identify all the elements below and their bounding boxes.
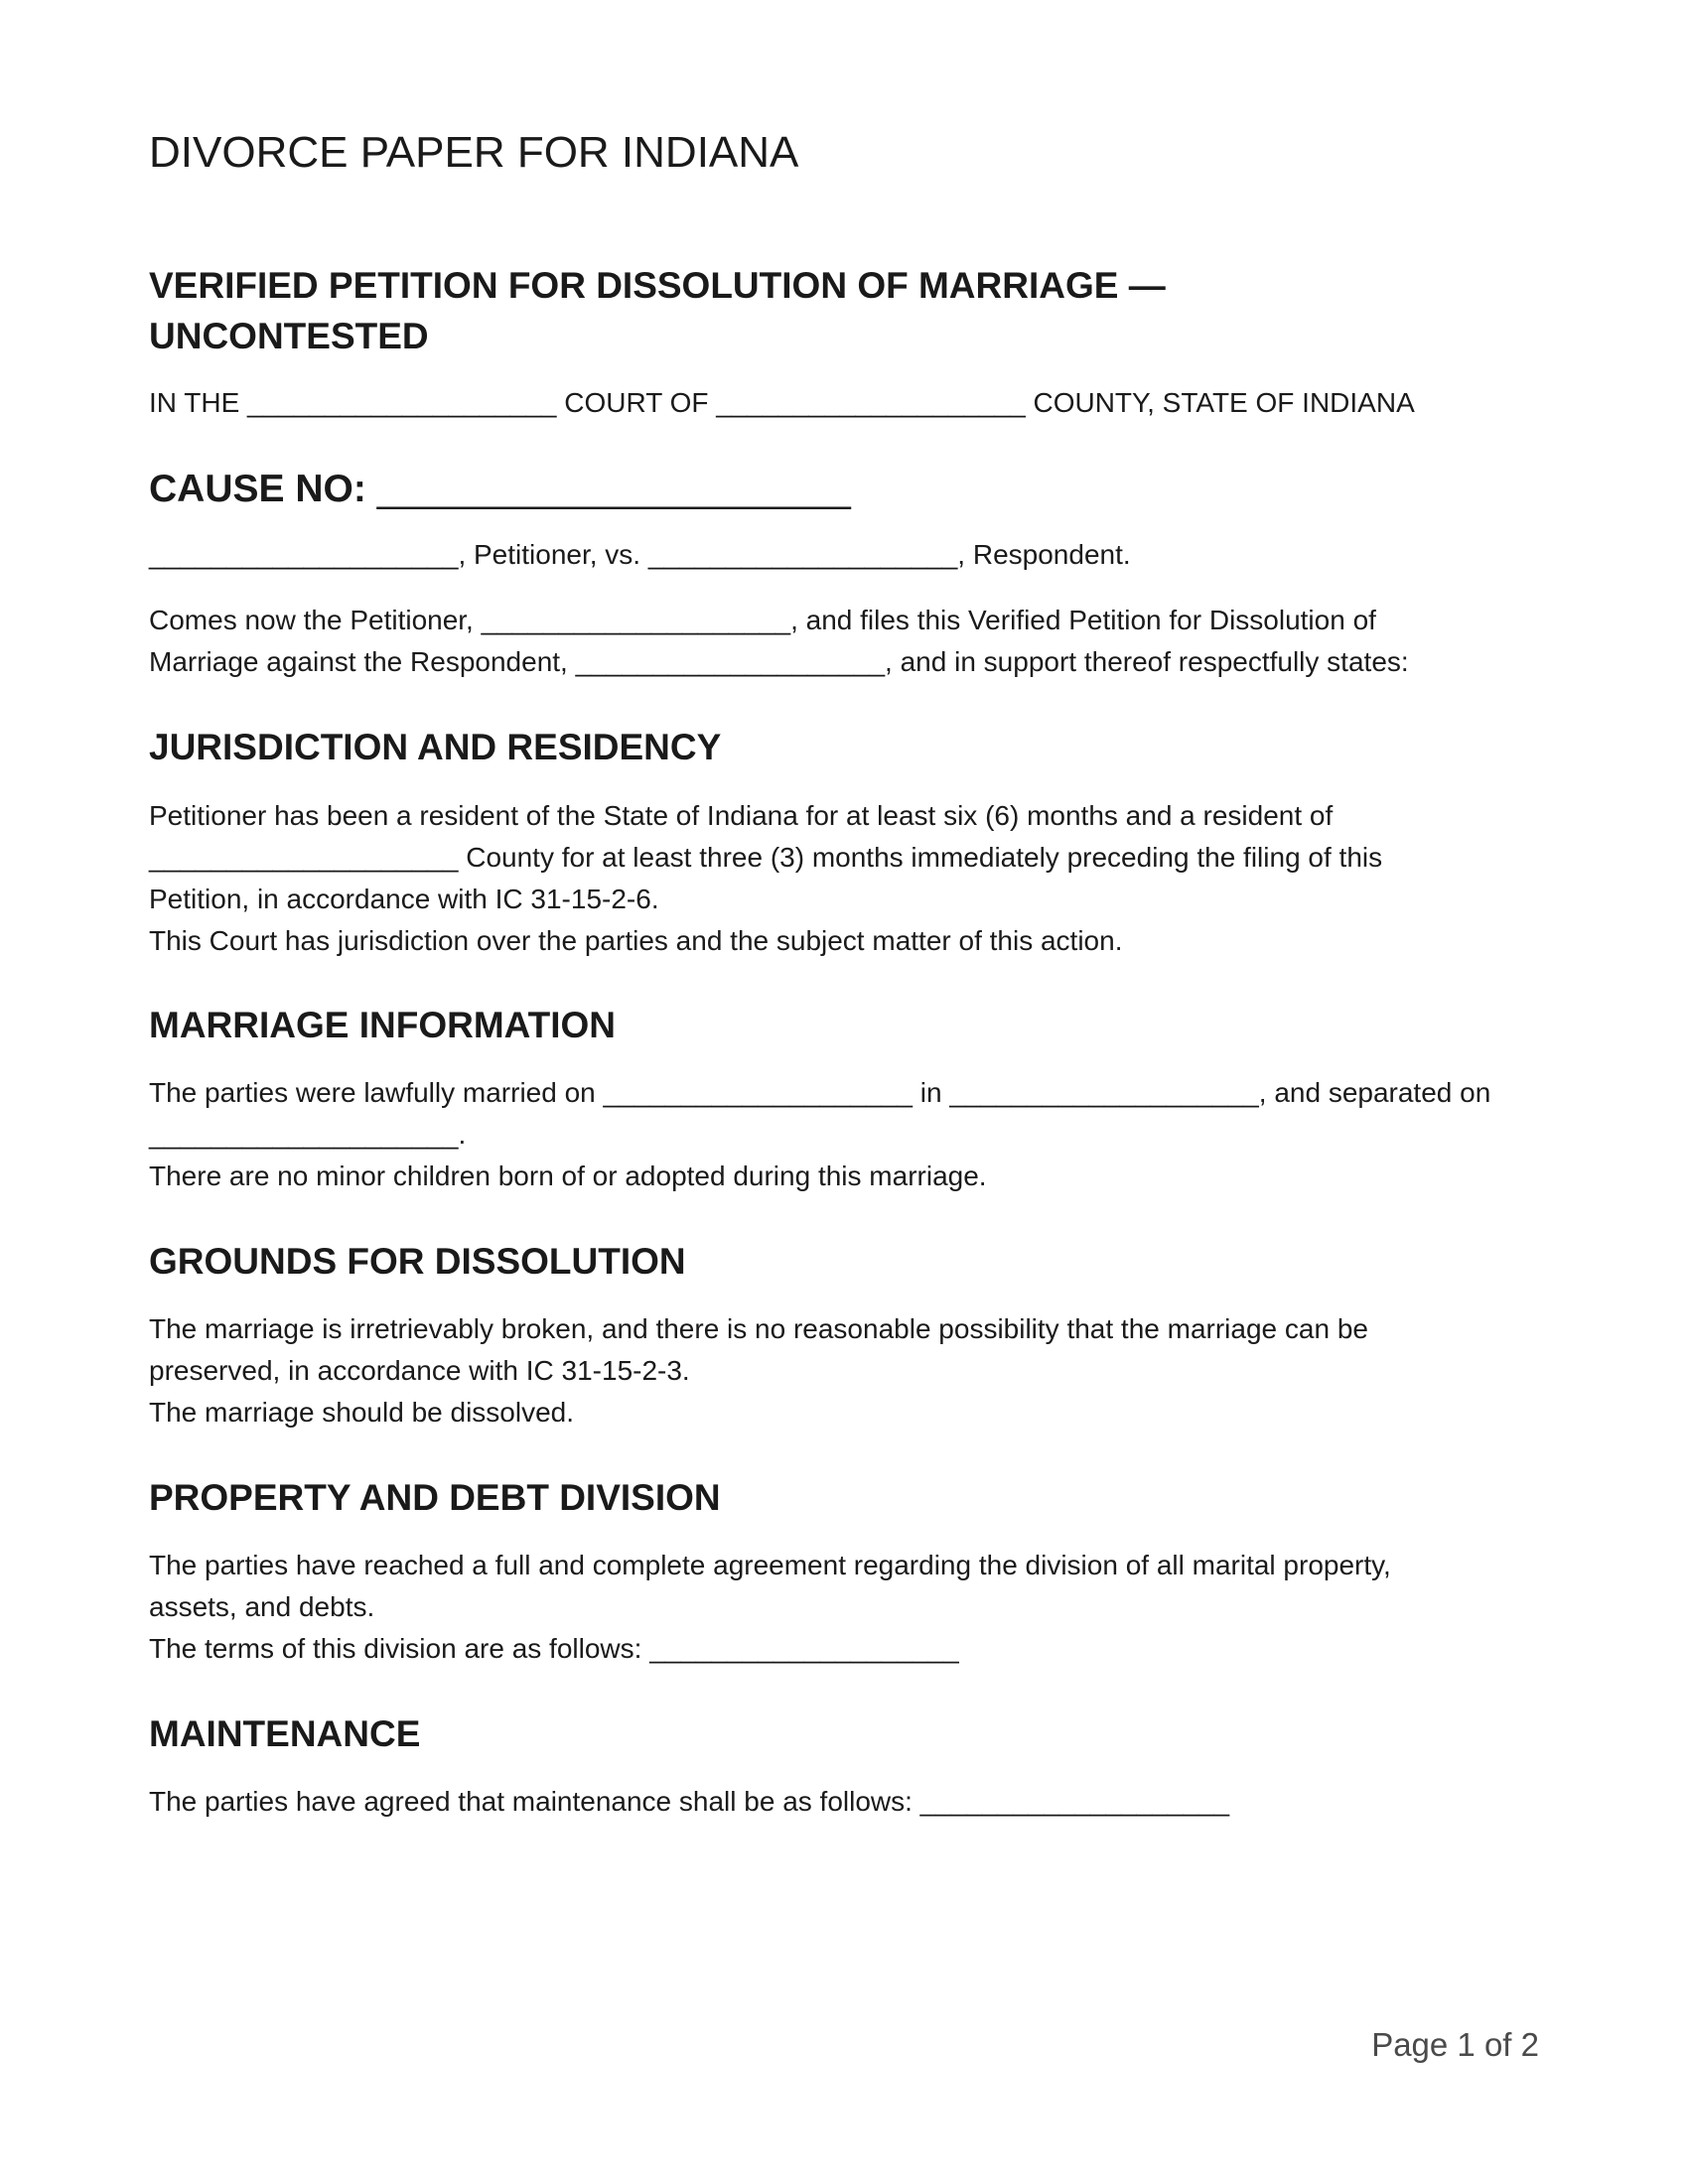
parties-line: ____________________, Petitioner, vs. ____________________, Respondent. xyxy=(149,539,1131,570)
intro-line-2: Marriage against the Respondent, ____________________, and in support thereof respectfully states: xyxy=(149,646,1409,677)
property-line-1: The parties have reached a full and complete agreement regarding the division of all marital property, xyxy=(149,1550,1391,1580)
intro-line-1: Comes now the Petitioner, ____________________, and files this Verified Petition for Dissolution of xyxy=(149,605,1376,635)
grounds-line-1: The marriage is irretrievably broken, and there is no reasonable possibility that the marriage can be xyxy=(149,1313,1368,1344)
jurisdiction-line-3: Petition, in accordance with IC 31-15-2-6. xyxy=(149,884,659,914)
jurisdiction-heading: JURISDICTION AND RESIDENCY xyxy=(149,727,722,767)
marriage-heading: MARRIAGE INFORMATION xyxy=(149,1005,616,1045)
maintenance-line-1: The parties have agreed that maintenance shall be as follows: ____________________ xyxy=(149,1786,1230,1817)
cause-number xyxy=(149,465,851,514)
grounds-line-3: The marriage should be dissolved. xyxy=(149,1397,575,1428)
page-number: Page 1 of 2 xyxy=(1371,2026,1539,2063)
court-line: IN THE ____________________ COURT OF ____________________ COUNTY, STATE OF INDIANA xyxy=(149,387,1415,418)
jurisdiction-line-1: Petitioner has been a resident of the State of Indiana for at least six (6) months and a resident of xyxy=(149,800,1334,831)
marriage-line-2: ____________________. xyxy=(149,1119,467,1150)
jurisdiction-line-4: This Court has jurisdiction over the parties and the subject matter of this action. xyxy=(149,925,1123,956)
jurisdiction-line-2: ____________________ County for at least three (3) months immediately preceding the filing of this xyxy=(149,842,1383,873)
maintenance-heading: MAINTENANCE xyxy=(149,1713,421,1754)
grounds-heading: GROUNDS FOR DISSOLUTION xyxy=(149,1241,686,1282)
marriage-line-3: There are no minor children born of or adopted during this marriage. xyxy=(149,1160,987,1191)
cause-blank: ______________________ xyxy=(376,468,851,510)
petition-title: VERIFIED PETITION FOR DISSOLUTION OF MARRIAGE — UNCONTESTED xyxy=(149,265,1166,356)
marriage-line-1: The parties were lawfully married on ____________________ in ____________________, and separated on xyxy=(149,1077,1491,1108)
property-heading: PROPERTY AND DEBT DIVISION xyxy=(149,1477,721,1518)
document-page xyxy=(149,0,1539,2184)
cause-label: CAUSE NO: xyxy=(149,468,366,510)
grounds-line-2: preserved, in accordance with IC 31-15-2-3. xyxy=(149,1355,690,1386)
property-line-2: assets, and debts. xyxy=(149,1591,375,1622)
property-line-3: The terms of this division are as follows: ____________________ xyxy=(149,1633,959,1664)
document-title: DIVORCE PAPER FOR INDIANA xyxy=(149,128,799,177)
